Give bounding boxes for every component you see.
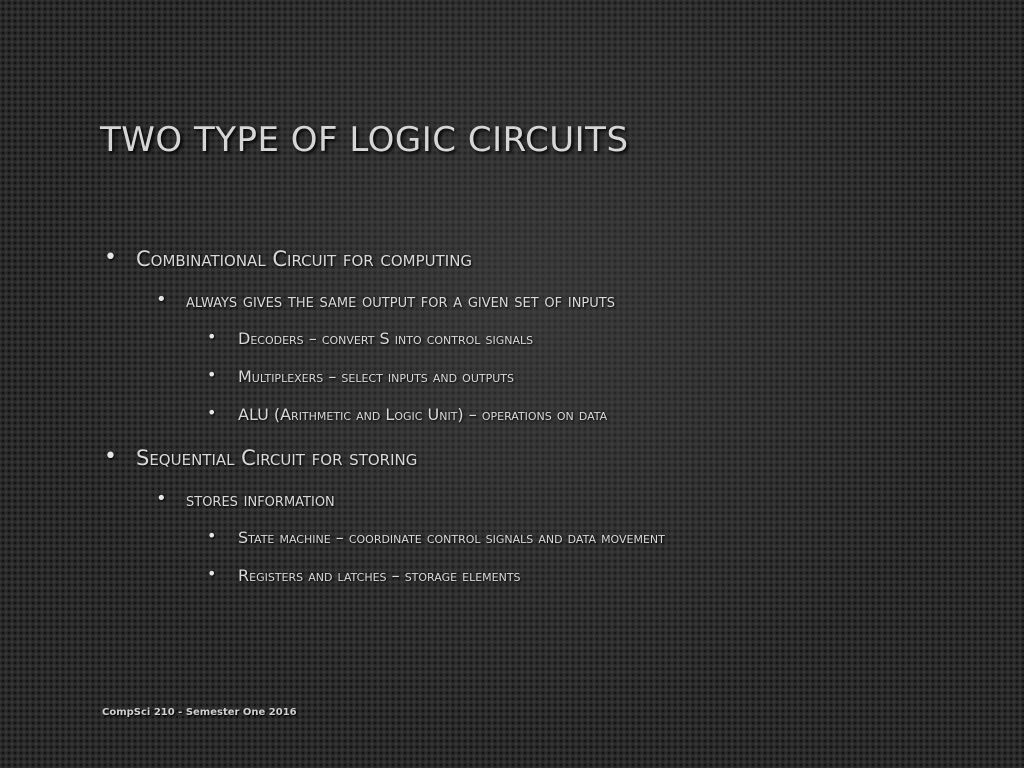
- bullet-text-level-3: State machine – coordinate control signals and data movement: [238, 528, 665, 547]
- bullet-icon: •: [156, 488, 167, 509]
- bullet-icon: •: [207, 327, 217, 346]
- bullet-icon: •: [104, 245, 117, 270]
- bullet-icon: •: [207, 403, 217, 422]
- bullet-text-level-3: Decoders – convert S into control signals: [238, 329, 534, 348]
- bullet-text-level-3: Registers and latches – storage elements: [238, 566, 521, 585]
- bullet-icon: •: [207, 365, 217, 384]
- bullet-icon: •: [156, 289, 167, 310]
- slide-title: TWO TYPE OF LOGIC CIRCUITS: [100, 120, 629, 160]
- bullet-text-level-3: ALU (Arithmetic and Logic Unit) – operations on data: [238, 405, 608, 424]
- bullet-icon: •: [207, 526, 217, 545]
- bullet-text-level-2: stores information: [186, 490, 335, 511]
- bullet-text-level-1: Combinational Circuit for computing: [136, 247, 473, 271]
- bullet-text-level-2: always gives the same output for a given set of inputs: [186, 291, 615, 312]
- bullet-text-level-1: Sequential Circuit for storing: [136, 446, 418, 470]
- bullet-icon: •: [104, 444, 117, 469]
- bullet-icon: •: [207, 564, 217, 583]
- bullet-text-level-3: Multiplexers – select inputs and outputs: [238, 367, 514, 386]
- slide-footer: CompSci 210 - Semester One 2016: [102, 707, 297, 718]
